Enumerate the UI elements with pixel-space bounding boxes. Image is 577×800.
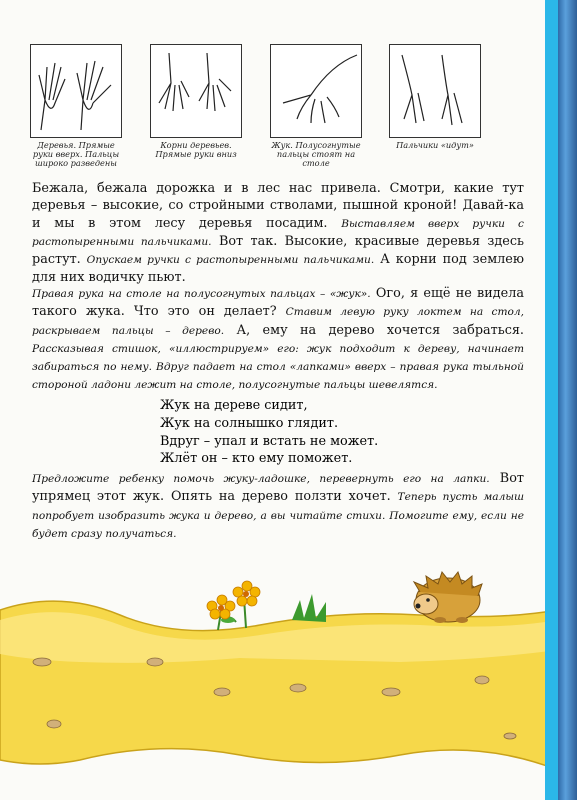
figure-trees — [30, 44, 122, 138]
grass — [292, 594, 326, 622]
figure-roots — [150, 44, 242, 138]
hands-down-icon — [151, 45, 241, 137]
paragraph-1-text: Бежала, бежала дорожка и в лес нас привела. Смотри, какие тут деревья – высокие, со стройными стволами, пышной кроной! Давай-ка и мы в этом лесу деревья посадим. — [32, 181, 524, 231]
paragraph-2-text: Ого, я ещё не видела такого жука. Что это он делает? — [32, 286, 525, 320]
paragraph-1-instruction: Выставляем вверх ручки с растопыренными пальчиками. — [32, 217, 524, 248]
caption-walking: Пальчики «идут» — [396, 140, 474, 150]
paragraph-2-instruction-3: Рассказывая стишок, «иллюстрируем» его: жук подходит к дереву, начинает забираться по нему. Вдруг падает на стол «лапками» вверх – правая рука тыльной стороной ладони лежит на столе, полусогнутые пальцы шевелятся. — [32, 342, 524, 392]
paragraph-1-text-2: Вот так. Высокие, красивые деревья здесь растут. — [32, 233, 525, 268]
poem — [160, 397, 378, 468]
book-spine — [558, 0, 577, 800]
poem-line: Жук на дереве сидит, — [160, 398, 308, 413]
caption-roots: Корни деревьев. Прямые руки вниз — [155, 140, 237, 159]
poem-line: Жлёт он – кто ему поможет. — [160, 451, 353, 467]
figure-walking — [389, 44, 481, 138]
caption-beetle: Жук. Полусогнутые пальцы стоят на столе — [271, 140, 361, 168]
paragraph-1 — [32, 180, 524, 287]
walking-fingers-icon — [390, 45, 480, 137]
hands-up-icon — [31, 45, 121, 137]
path-illustration — [0, 570, 558, 800]
paragraph-1-instruction-2: Опускаем ручки с растопыренными пальчиками. — [86, 254, 375, 267]
figure-beetle — [270, 44, 362, 138]
paragraph-1-text-3: А корни под землею для них водичку пьют. — [32, 252, 524, 286]
beetle-hand-icon — [271, 45, 361, 137]
poem-line: Жук на солнышко глядит. — [160, 415, 339, 431]
caption-trees: Деревья. Прямые руки вверх. Пальцы широко разведены — [32, 140, 120, 168]
page-edge-band — [545, 0, 558, 800]
paragraph-2-instruction-2: Ставим левую руку локтем на стол, раскрываем пальцы – дерево. — [32, 306, 524, 337]
paragraph-3-instruction: Предложите ребенку помочь жуку-ладошке, перевернуть его на лапки. — [32, 473, 490, 485]
flowers — [207, 581, 260, 630]
paragraph-3-instruction-2: Теперь пусть малыш попробует изобразить жука и дерево, а вы читайте стихи. Помогите ему, если не будет сразу получаться. — [32, 491, 524, 540]
paragraph-2 — [32, 285, 524, 395]
paragraph-3 — [32, 470, 524, 543]
paragraph-2-text-2: А, ему на дерево хочется забраться. — [236, 322, 524, 338]
paragraph-2-instruction: Правая рука на столе на полусогнутых пальцах – «жук». — [32, 288, 371, 300]
paragraph-3-text: Вот упрямец этот жук. Опять на дерево ползти хочет. — [32, 471, 524, 505]
poem-line: Вдруг – упал и встать не может. — [160, 433, 379, 449]
